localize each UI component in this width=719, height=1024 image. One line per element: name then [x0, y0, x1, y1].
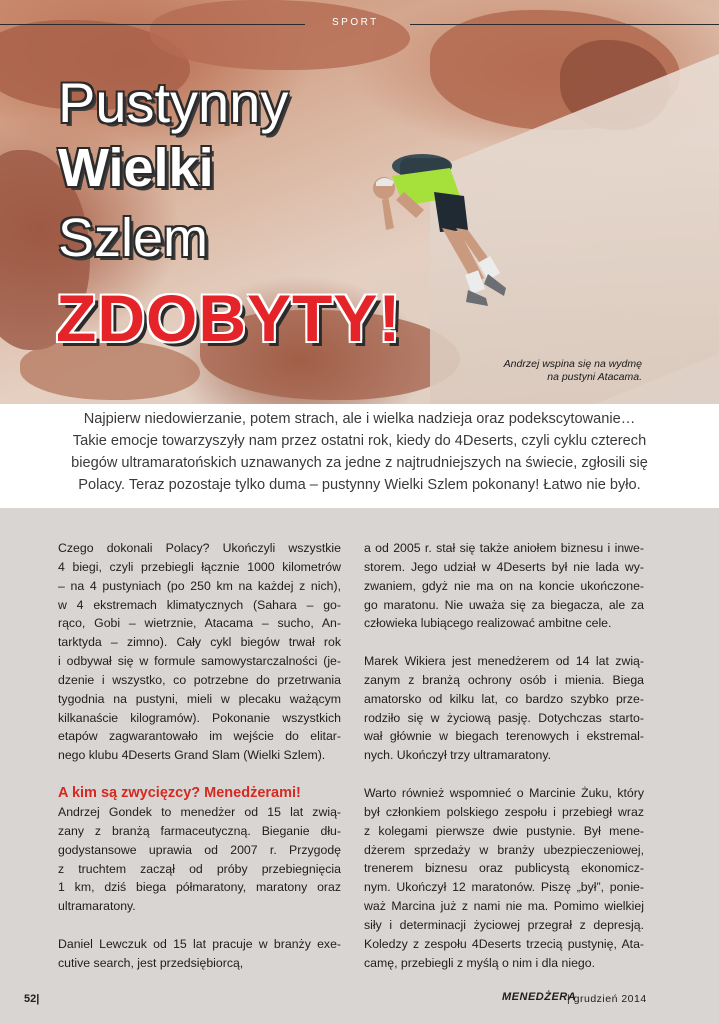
text-line: wał głównie w biegach terenowych i ekstremal- [364, 729, 644, 744]
issue-date: | grudzień 2014 [567, 993, 647, 1005]
lead-line: Polacy. Teraz pozostaje tylko duma – pustynny Wielki Szlem pokonany! Łatwo nie było. [78, 477, 641, 493]
text-line: a od 2005 r. stał się także aniołem biznesu i inwe- [364, 541, 644, 555]
text-line: 1 km, dziś biega półmaratony, maratony oraz [58, 880, 341, 895]
text-line: cutive search, jest przedsiębiorcą, [58, 955, 244, 970]
magazine-logo: MENEDŻERA [502, 991, 577, 1003]
text-line: z truchtem zaczął od próby przebiegnięcia [58, 861, 341, 876]
text-line: zany z branżą farmaceutyczną. Bieganie dłu- [58, 823, 341, 838]
header-rule [0, 24, 305, 25]
paragraph [58, 935, 341, 973]
header-rule [410, 24, 719, 25]
paragraph [364, 539, 644, 633]
text-line: w 4 ekstremach klimatycznych (Sahara – go- [58, 597, 341, 612]
title-line-4: ZDOBYTY! [56, 281, 402, 355]
text-line: nych. Ukończył trzy ultramaratony. [364, 748, 552, 763]
text-line: go maratonu. Nie uważa się za biegacza, ale za [364, 597, 644, 612]
text-line: zanym z branżą ochrony osób i mienia. Biega [364, 672, 644, 687]
left-column [58, 539, 341, 991]
text-line: dzenie i wszystko, co potrzebne do przetrwania [58, 672, 341, 687]
text-line: był członkiem polskiego zespołu i przebiegł wraz [364, 804, 644, 819]
text-line: zwaniem, gdyż nie ma on na koncie ukończone- [364, 578, 644, 593]
title-line-1: Pustynny [58, 71, 289, 134]
text-line: camę, przebiegli z myślą o nim i dla niego. [364, 955, 596, 970]
photo-caption [482, 358, 642, 384]
right-column [364, 539, 644, 991]
paragraph [364, 652, 644, 765]
text-line: Warto również wspomnieć o Marcinie Żuku, który [364, 785, 644, 800]
lead-line: Najpierw niedowierzanie, potem strach, ale i wielka nadzieja oraz podekscytowanie… [83, 411, 636, 427]
lead-paragraph [0, 404, 719, 508]
hero-photo [0, 0, 719, 404]
text-line: człowieka lubiącego realizować ambitne cele. [364, 616, 612, 631]
text-line: Marek Wikiera jest menedżerem od 14 lat zwią- [364, 654, 644, 669]
rock [150, 0, 410, 70]
text-line: z kolegami pierwsze dwie pustynie. Był mene- [364, 823, 644, 838]
text-line: amatorsko od kilku lat, co bardzo szybko prze- [364, 691, 644, 706]
page-number: 52| [24, 993, 40, 1005]
text-line: nym. Ukończył 12 maratonów. Piszę „był”, ponie- [364, 880, 644, 895]
photo-caption-line: Andrzej wspina się na wydmę [503, 358, 642, 370]
paragraph [58, 539, 341, 765]
text-line: storem. Jego udział w 4Deserts był nie lada wy- [364, 559, 644, 574]
title-line-3: Szlem [58, 208, 209, 268]
text-line: etapów zagwarantowało im wejście do elitar- [58, 729, 341, 744]
text-line: Daniel Lewczuk od 15 lat pracuje w branży exe- [58, 936, 341, 951]
text-line: dżerem sprzedaży w branży ubezpieczeniowej, [364, 842, 644, 857]
text-line: nego klubu 4Deserts Grand Slam (Wielki Szlem). [58, 748, 326, 763]
section-tag: SPORT [332, 17, 379, 28]
lead-line: biegów ultramaratońskich uznawanych za jedne z najtrudniejszych na świecie, zgłosili się [71, 455, 648, 471]
section-subheading: A kim są zwycięzcy? Menedżerami! [58, 784, 301, 801]
title-line-2: Wielki [58, 138, 214, 198]
text-line: siły i determinacji życiowej przegrał z depresją. [364, 917, 644, 932]
text-line: 4 biegi, czyli przebiegli łącznie 1000 kilometrów [58, 559, 341, 574]
text-line: i odbywał się w formule samowystarczalności (je- [58, 654, 341, 669]
text-line: godystansowe uprawia od 2007 r. Przygodę [58, 842, 341, 857]
text-line: trenerem biznesu oraz publicystą ekonomicz- [364, 861, 644, 876]
text-line: rąco, Gobi – wietrznie, Atacama – sucho, An- [58, 616, 341, 631]
text-line: tarktyda – zimno). Cały cykl biegów trwał rok [58, 635, 341, 650]
text-line: rodziło się w życiową pasję. Dotychczas starto- [364, 710, 644, 725]
text-line: Koledzy z zespołu 4Deserts trzecią pustynię, Ata- [364, 936, 644, 951]
photo-caption-line: na pustyni Atacama. [547, 371, 642, 383]
text-line: kilkanaście kilogramów). Pokonanie wszystkich [58, 710, 341, 725]
text-line: ultramaratony. [58, 899, 136, 914]
text-line: Czego dokonali Polacy? Ukończyli wszystkie [58, 541, 341, 555]
text-line: – na 4 pustyniach (po 250 km na każdej z nich), [58, 578, 341, 593]
text-line: tygodnia na pustyni, mieli w plecaku ważącym [58, 691, 341, 706]
paragraph [58, 803, 341, 916]
text-line: Andrzej Gondek to menedżer od 15 lat zwią- [58, 804, 341, 819]
paragraph [364, 784, 644, 972]
text-line: waż Marcina już z nami nie ma. Pomimo wielkiej [364, 899, 644, 914]
lead-line: Takie emocje towarzyszyły nam przez ostatni rok, kiedy do 4Deserts, czyli cyklu czterech [72, 433, 647, 449]
